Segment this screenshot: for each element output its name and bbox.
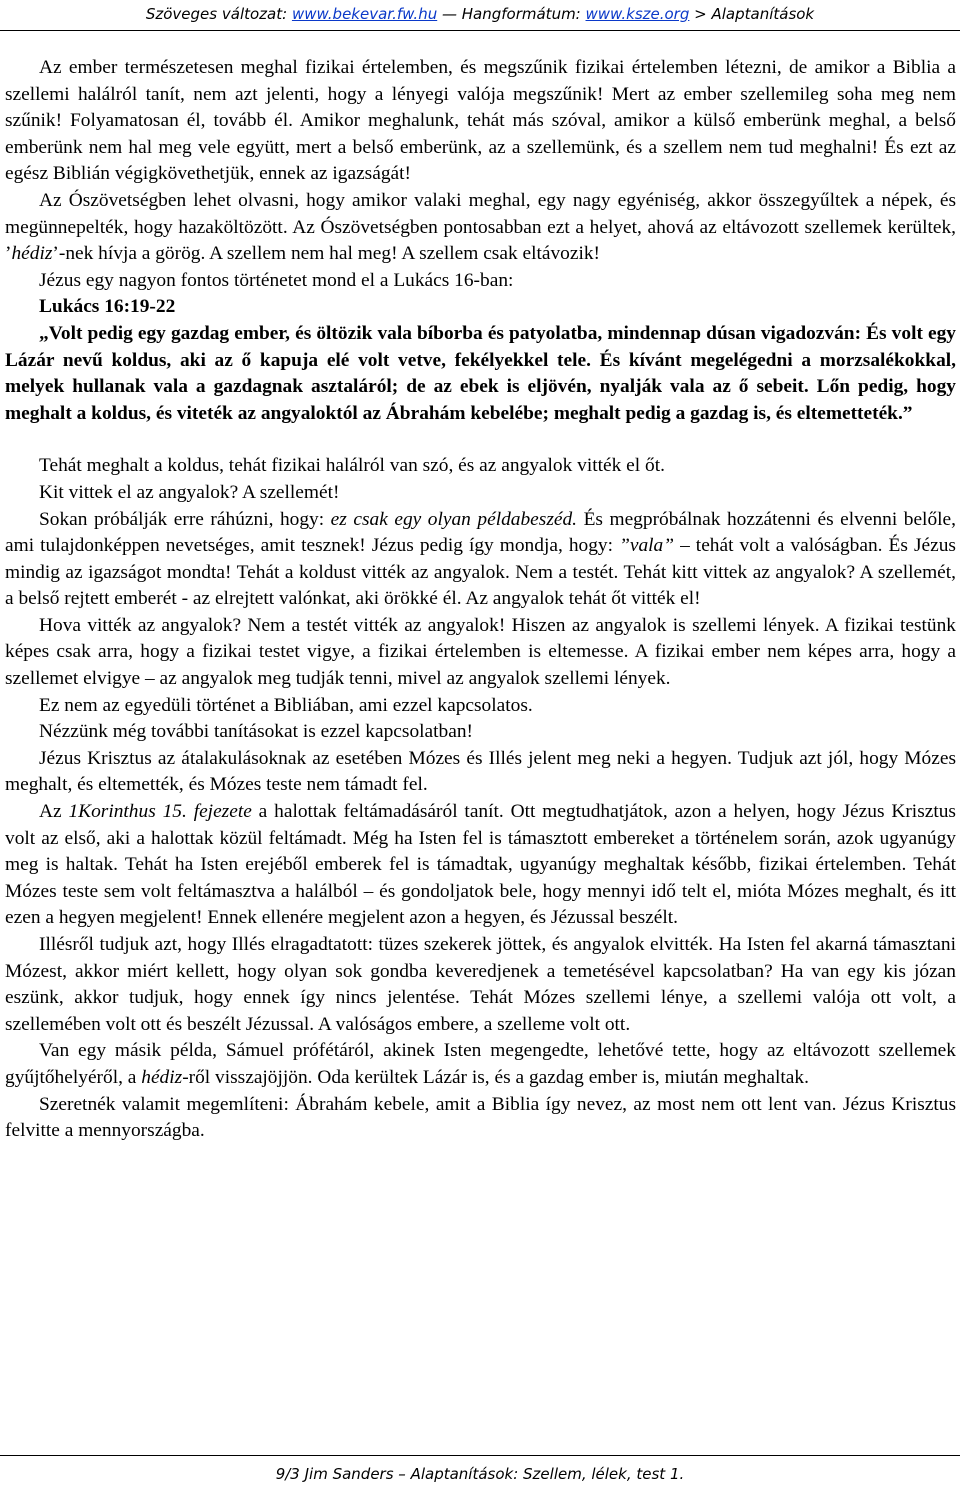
vala-term: ”vala” [619, 535, 675, 557]
paragraph-10: Jézus Krisztus az átalakulásoknak az esetében Mózes és Illés jelent meg neki a hegyen. Tudjuk azt jól, hogy Mózes meghalt, és eltemették, és Mózes teste nem támadt fel. [5, 747, 956, 796]
paragraph-13-text-b: -ről visszajöjjön. Oda kerültek Lázár is, és a gazdag ember is, miután meghaltak. [182, 1066, 809, 1088]
paragraph-1: Az ember természetesen meghal fizikai értelemben, és megszűnik fizikai értelemben létezni, de amikor a Biblia a szellemi halálról tanít, nem azt jelenti, hogy a lényegi valója megszűnik! Mert az ember szellemileg soha meg nem szűnik! Folyamatosan él, tovább él. Amikor meghalunk, tehát más szóval, amikor a külső emberünk meghal, a belső emberünk nem hal meg vele együtt, mert a belső emberünk, az a szellemünk, és a szellem nem tud meghalni! És ezt az egész Biblián végigkövethetjük, ennek az igazságát! [5, 57, 956, 185]
header-middle: — Hangformátum: [437, 5, 586, 23]
paragraph-6-text-a: Sokan próbálják erre ráhúzni, hogy: [39, 508, 331, 530]
paragraph-12: Illésről tudjuk azt, hogy Illés elragadtatott: tüzes szekerek jöttek, és angyalok elvitték. Ha Isten fel akarná támasztani Mózest, akkor miért kellett, hogy olyan sok gondba keveredjenek a temetésével kapcsolatban? Ha van egy kis józan eszünk, akkor tudjuk, hogy ennek így nincs jelentése. Tehát Mózes szellemi lénye, a szellemi valója ott volt, a szellemében volt ott és beszélt Jézussal. A valóságos embere, a szelleme volt ott. [5, 934, 956, 1035]
scripture-reference-heading: Lukács 16:19-22 [39, 296, 176, 318]
hediz-term: hédiz [11, 243, 53, 265]
paragraph-4: Tehát meghalt a koldus, tehát fizikai halálról van szó, és az angyalok vitték el őt. [39, 455, 665, 477]
paragraph-14: Szeretnék valamit megemlíteni: Ábrahám kebele, amit a Biblia így nevez, az most nem ott lent van. Jézus Krisztus felvitte a mennyországba. [5, 1093, 956, 1142]
page-header [0, 0, 960, 30]
paragraph-11-text-a: Az [39, 801, 69, 823]
footer-divider [0, 1455, 960, 1456]
paragraph-7: Hova vitték az angyalok? Nem a testét vitték az angyalok! Hiszen az angyalok is szellemi lények. A fizikai testünk képes csak arra, hogy a fizikai testet vigye, a fizikai értelemben is eltemesse. A fizikai ember nem képes arra, hogy a szellemet elvigye – az angyalok meg tudják tenni, mivel az angyalok szellemi lények. [5, 614, 956, 690]
bekevar-link[interactable]: www.bekevar.fw.hu [291, 5, 438, 23]
scripture-quote [5, 321, 956, 427]
header-prefix: Szöveges változat: [145, 5, 292, 23]
paragraph-5: Kit vittek el az angyalok? A szellemét! [39, 481, 340, 503]
paragraph-3: Jézus egy nagyon fontos történetet mond el a Lukács 16-ban: [39, 269, 514, 291]
hediz-term-2: hédiz [141, 1066, 183, 1088]
corinthians-reference: 1Korinthus 15. fejezete [68, 801, 252, 823]
paragraph-11 [5, 799, 956, 932]
paragraph-6 [5, 507, 956, 613]
paragraph-6-text-c: – tehát volt a valóságban. És Jézus mindig az igazságot mondta! Tehát a koldust vitték az angyalok. Nem a testét. Tehát kitt vittek az angyalok? A szellemét, a belső rejtett emberét - az elrejtett valónkat, aki örökké él. Az angyalok tehát őt vitték el! [5, 535, 956, 610]
header-divider [0, 30, 960, 31]
ksze-link[interactable]: www.ksze.org [585, 5, 690, 23]
paragraph-13 [5, 1038, 956, 1091]
paragraph-2 [5, 188, 956, 268]
paragraph-13-text-a: Van egy másik példa, Sámuel prófétáról, akinek Isten megengedte, lehetővé tette, hogy az eltávozott szellemek gyűjtőhelyéről, a [5, 1040, 956, 1088]
paragraph-11-text-b: a halottak feltámadásáról tanít. Ott megtudhatjátok, azon a helyen, hogy Jézus Krisztus volt az első, aki a halottak közül feltámadt. Még ha Isten fel is támasztott embereket a történelem során, azok ugyanúgy meg is haltak. Tehát ha Isten erejéből emberek fel is támadtak, ugyanúgy meghaltak később, fizikai értelemben. Tehát Mózes teste sem volt feltámasztva a halálból – és gondoljatok bele, hogy mennyi idő telt el, mióta Mózes meghalt, és itt ezen a hegyen megjelent! Ennek ellenére megjelent azon a hegyen, és Jézussal beszélt. [5, 801, 956, 929]
paragraph-2-text-b: ’-nek hívja a görög. A szellem nem hal meg! A szellem csak eltávozik! [52, 243, 601, 265]
paragraph-6-text-b: És megpróbálnak hozzátenni és elvenni belőle, ami tulajdonképpen nevetséges, amit tesznek! Jézus pedig így mondja, hogy: [5, 508, 956, 557]
paragraph-6-italic: ez csak egy olyan példabeszéd. [330, 508, 578, 530]
header-suffix: > Alaptanítások [689, 5, 815, 23]
page-footer: 9/3 Jim Sanders – Alaptanítások: Szellem, lélek, test 1. [275, 1465, 685, 1483]
scripture-quote-text: „Volt pedig egy gazdag ember, és öltözik vala bíborba és patyolatba, mindennap dúsan vigadozván: És volt egy Lázár nevű koldus, aki az ő kapuja elé volt vetve, fekélyekkel tele. És kívánt megelégedni a morzsalékokkal, melyek hullanak vala a gazdagnak asztaláról; de az ebek is eljövén, nyalják vala az ő sebeit. Lőn pedig, hogy meghalt a koldus, és viteték az angyaloktól az Ábrahám kebelébe; meghalt pedig a gazdag is, és eltemetteték.” [5, 322, 956, 424]
paragraph-8: Ez nem az egyedüli történet a Bibliában, ami ezzel kapcsolatos. [39, 694, 533, 716]
paragraph-9: Nézzünk még további tanításokat is ezzel kapcsolatban! [39, 721, 473, 743]
document-body [5, 55, 956, 1145]
paragraph-2-text-a: Az Ószövetségben lehet olvasni, hogy amikor valaki meghal, egy nagy egyéniség, akkor összegyűltek a népek, és megünnepelték, hogy hazaköltözött. Az Ószövetségben pontosabban ezt a helyet, ahová az eltávozott szellemek kerültek, ’ [5, 189, 956, 265]
